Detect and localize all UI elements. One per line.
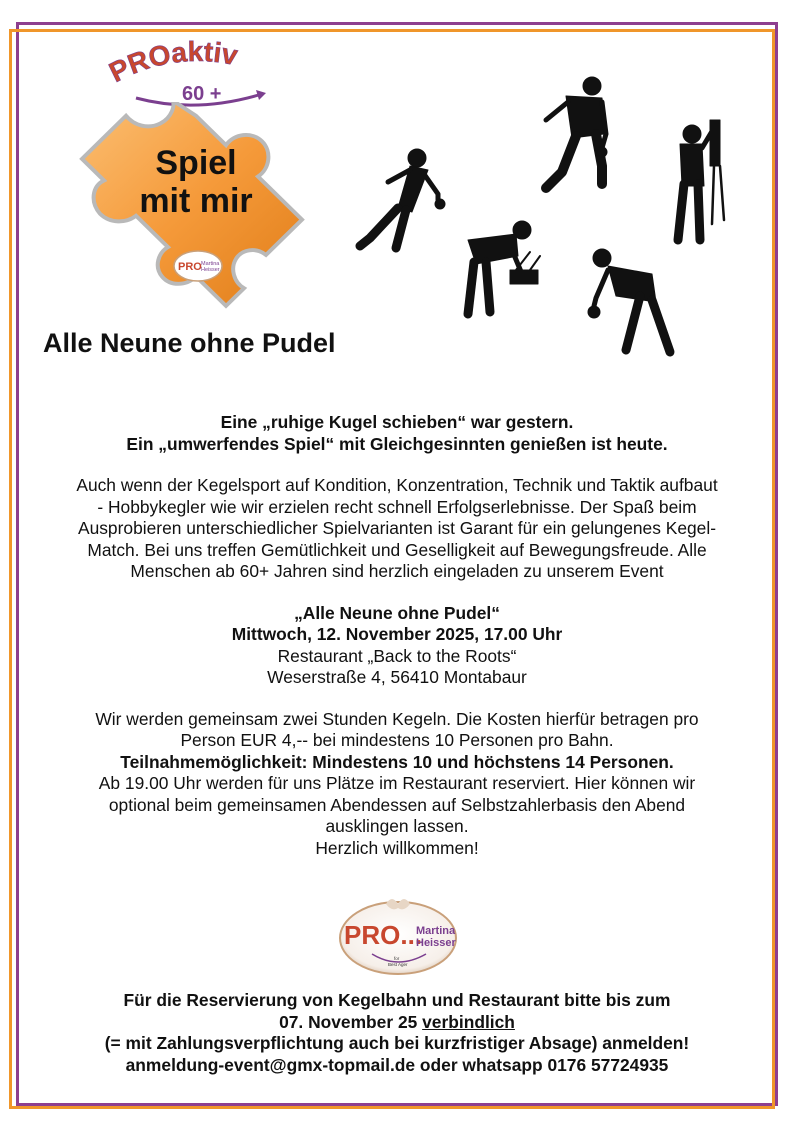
event-address: Weserstraße 4, 56410 Montabaur: [267, 667, 527, 687]
welcome-text: Herzlich willkommen!: [315, 837, 479, 858]
details-line-3: Ab 19.00 Uhr werden für uns Plätze im Restaurant reserviert. Hier können wir: [98, 773, 696, 793]
mini-logo-name-1: Martina: [201, 261, 220, 267]
footer-line-1: Für die Reservierung von Kegelbahn und Restaurant bitte bis zum: [123, 990, 671, 1010]
details-line-1: Wir werden gemeinsam zwei Stunden Kegeln. Die Kosten hierfür betragen pro: [95, 708, 699, 729]
description-line-3: Ausprobieren unterschiedlicher Spielvarianten ist Garant für ein gelungenes Kegel-: [77, 518, 717, 538]
intro-line-2: Ein „umwerfendes Spiel“ mit Gleichgesinnten genießen ist heute.: [126, 433, 668, 454]
bowler-silhouettes: [340, 70, 740, 370]
main-content: [22, 412, 772, 859]
mini-martina-logo: [172, 248, 224, 284]
footer-contact[interactable]: anmeldung-event@gmx-topmail.de oder whatsapp 0176 57724935: [125, 1054, 669, 1075]
deadline-date: 07. November 25: [279, 1011, 418, 1032]
svg-text:PROaktiv: [104, 40, 240, 88]
bottom-logo-sub-1: for: [394, 956, 400, 961]
footer-deadline: [22, 1012, 772, 1034]
details-line-4: optional beim gemeinsamen Abendessen auf Selbstzahlerbasis den Abend: [108, 794, 686, 815]
bowler-figure-5: [588, 249, 670, 352]
description-line-4: Match. Bei uns treffen Gemütlichkeit und Geselligkeit auf Bewegungsfreude. Alle: [87, 539, 707, 560]
deadline-binding-word: verbindlich: [422, 1011, 515, 1032]
event-venue: Restaurant „Back to the Roots“: [277, 645, 517, 666]
mini-logo-name-2: Heisser: [201, 267, 220, 273]
martina-heisser-logo: [336, 892, 460, 978]
bottom-logo-sub-2: Best Ager: [388, 962, 408, 967]
intro-line-1: Eine „ruhige Kugel schieben“ war gestern.: [220, 412, 574, 432]
event-datetime: Mittwoch, 12. November 2025, 17.00 Uhr: [231, 624, 563, 644]
logo-age-text: 60 +: [182, 83, 222, 105]
bowler-figure-1: [360, 149, 445, 248]
event-name: „Alle Neune ohne Pudel“: [294, 602, 500, 623]
participation-info: Teilnahmemöglichkeit: Mindestens 10 und höchstens 14 Personen.: [120, 751, 674, 772]
bottom-logo-name-1: Martina: [416, 925, 456, 937]
logo-brand-text: PROaktiv: [104, 40, 241, 89]
description-line-2: - Hobbykegler wie wir erzielen recht schnell Erfolgserlebnisse. Der Spaß beim: [97, 496, 697, 517]
bottom-logo-pro: PRO...: [344, 920, 423, 950]
puzzle-line-1: Spiel: [155, 144, 237, 182]
details-line-2: Person EUR 4,-- bei mindestens 10 Personen pro Bahn.: [180, 730, 614, 750]
footer-line-3: (= mit Zahlungsverpflichtung auch bei kurzfristiger Absage) anmelden!: [104, 1033, 690, 1053]
puzzle-headline: [76, 144, 316, 220]
description-line-5: Menschen ab 60+ Jahren sind herzlich eingeladen zu unserem Event: [130, 561, 664, 581]
bowler-figure-2: [546, 77, 607, 188]
page-title: Alle Neune ohne Pudel: [43, 328, 336, 358]
footer-registration: [22, 990, 772, 1076]
bottom-logo-name-2: Heisser: [416, 937, 456, 949]
mini-logo-pro: PRO: [178, 261, 202, 273]
puzzle-graphic: [76, 102, 316, 312]
details-line-5: ausklingen lassen.: [325, 816, 469, 836]
description-line-1: Auch wenn der Kegelsport auf Kondition, Konzentration, Technik und Taktik aufbaut: [76, 475, 718, 495]
bowler-figure-4: [468, 221, 540, 314]
puzzle-line-2: mit mir: [139, 182, 253, 220]
bowler-figure-3: [678, 120, 724, 240]
